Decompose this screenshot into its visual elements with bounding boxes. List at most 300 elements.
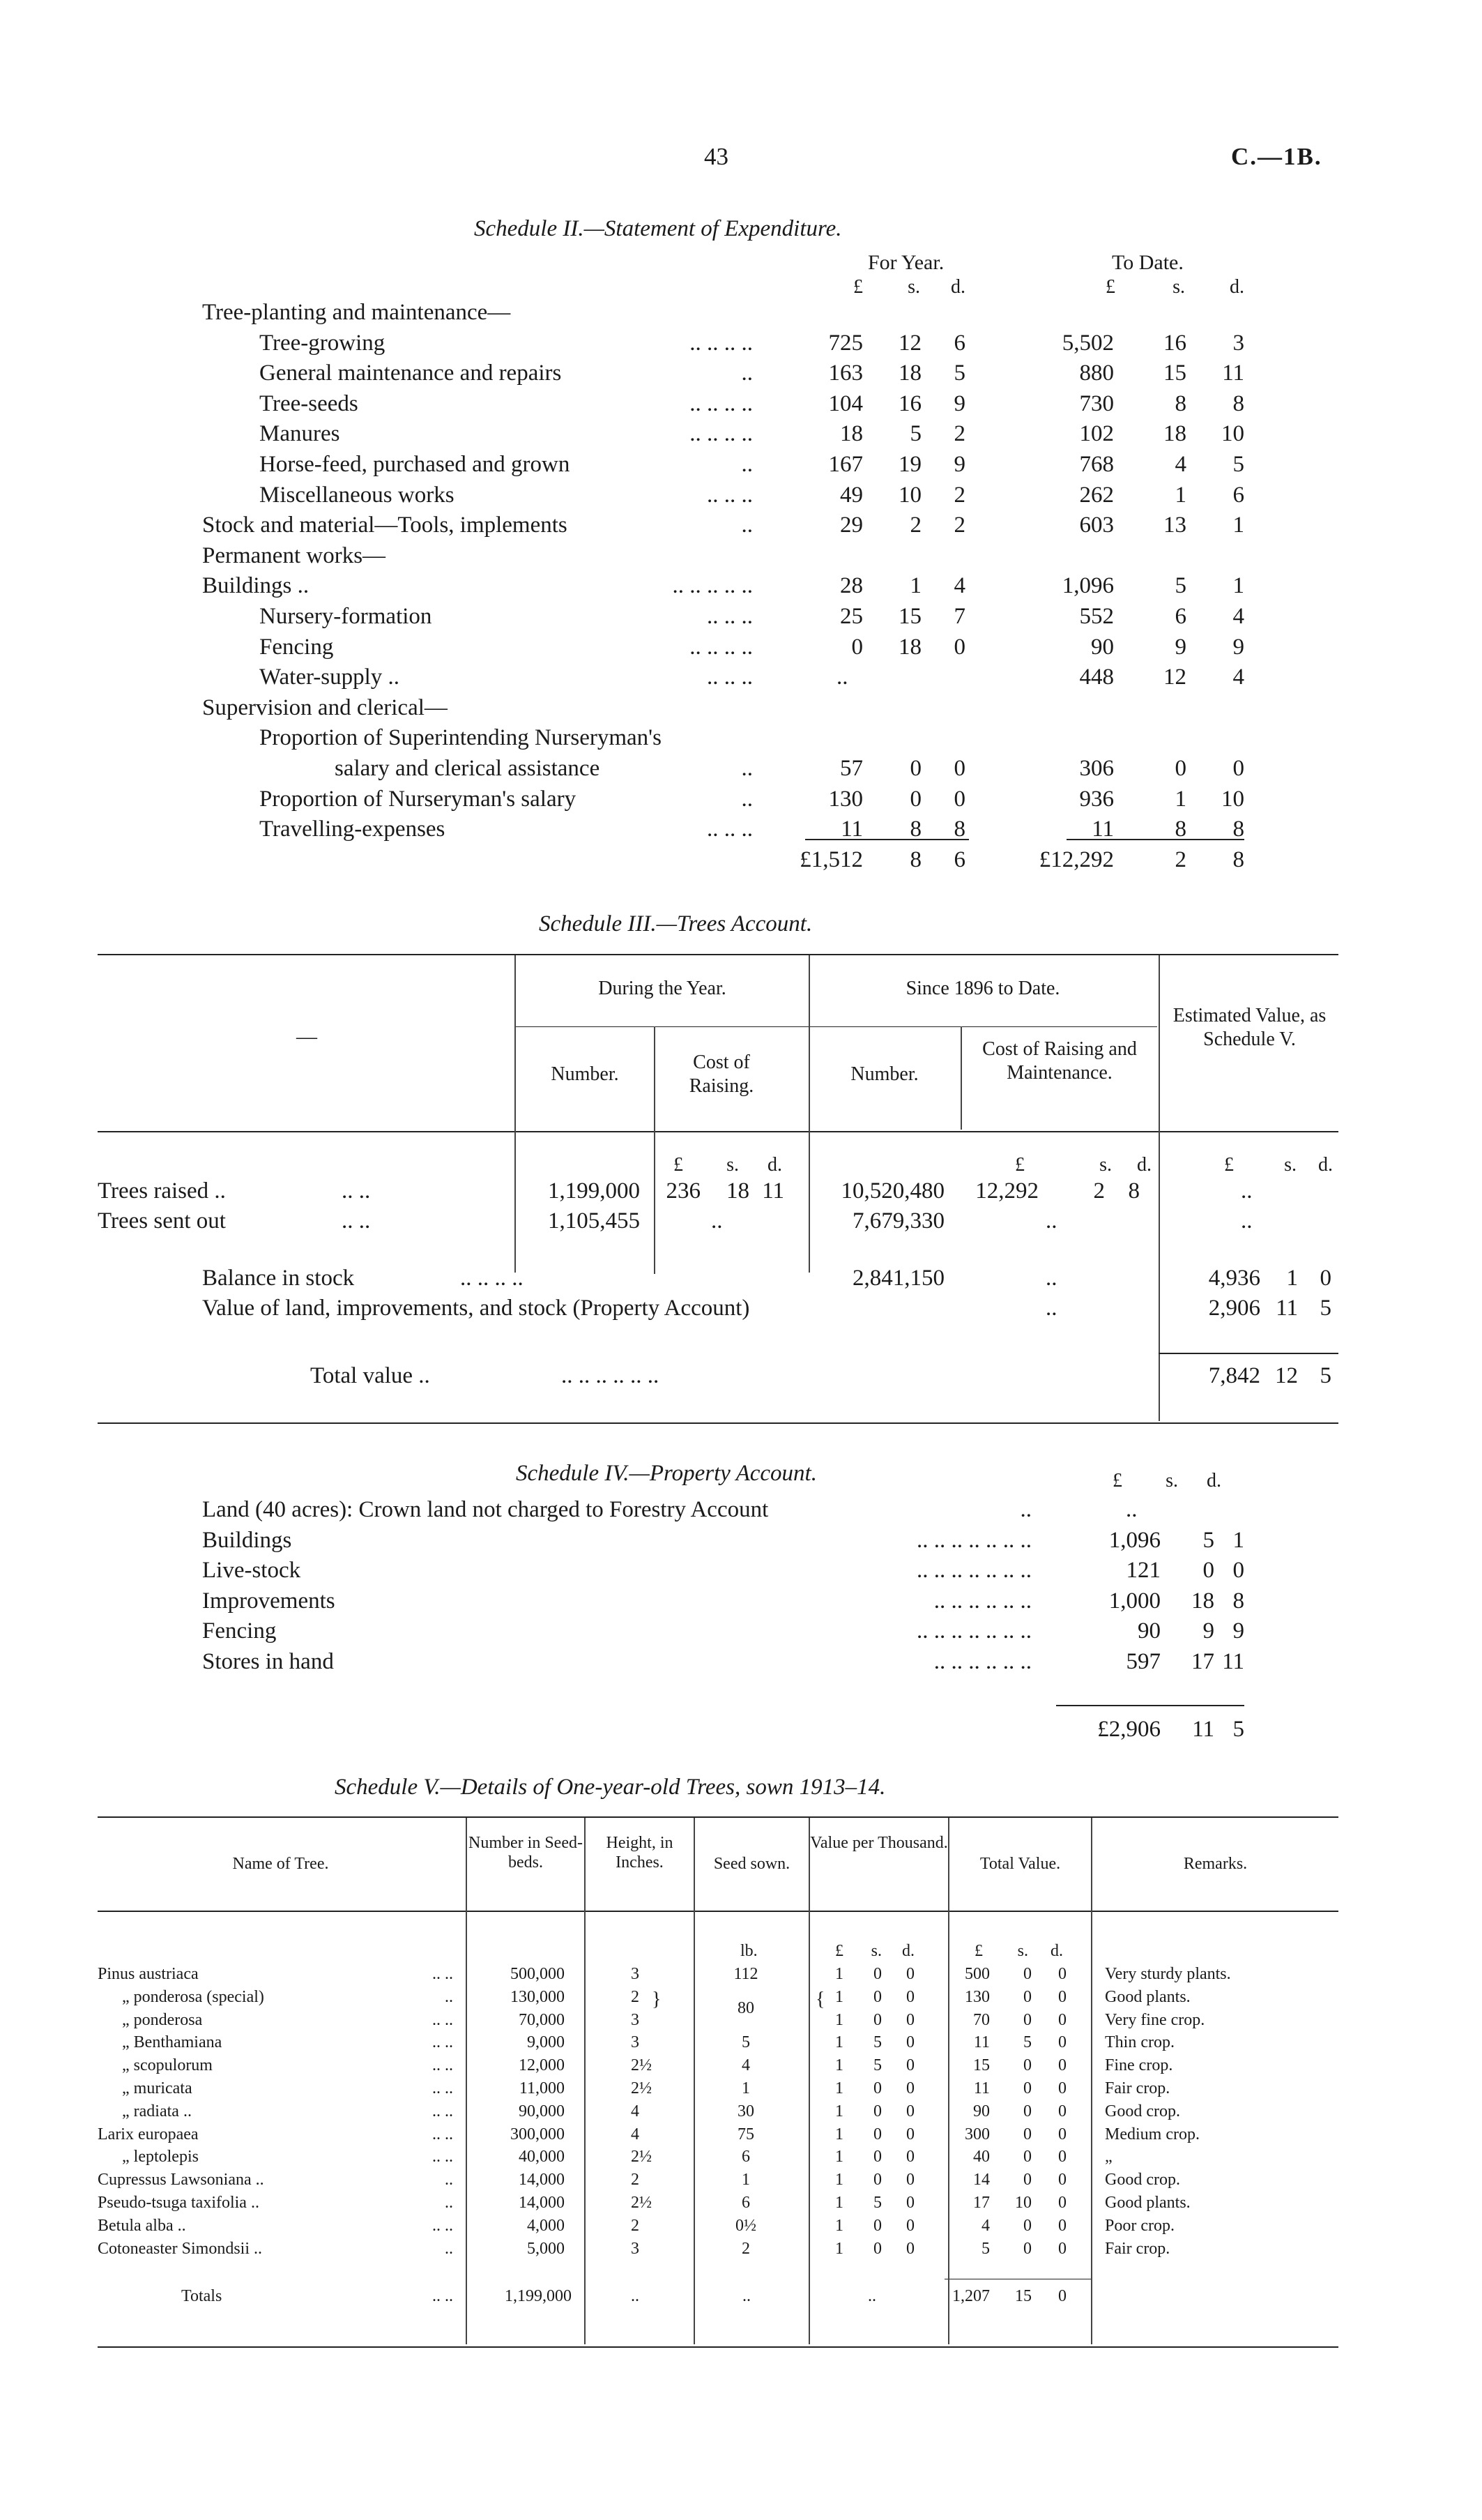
s4-row-leader: .. .. .. .. .. .. .. <box>917 1558 1032 1583</box>
s2-total-year-pence: 6 <box>954 847 965 872</box>
s5-leader: .. .. <box>432 2079 453 2097</box>
s2-row-leader: .. .. .. .. .. <box>672 573 753 599</box>
s2-currency-units <box>0 276 1482 300</box>
s5-total-pounds: 4 <box>981 2216 990 2235</box>
s5-value-pence: 0 <box>906 1965 915 1983</box>
s2-unit-date-pounds: £ <box>1106 276 1115 298</box>
s4-row-label: Land (40 acres): Crown land not charged to Forestry Account <box>202 1497 769 1522</box>
s5-value-pence: 0 <box>906 2125 915 2143</box>
s3-cost-2-pence: 8 <box>1128 1178 1140 1204</box>
s5-number: 130,000 <box>510 1987 565 2006</box>
s5-value-pounds: 1 <box>835 2125 843 2143</box>
s2-row-label: Supervision and clerical— <box>202 694 448 720</box>
s2-year-shillings: 5 <box>910 421 922 447</box>
s4-row-leader: .. .. .. .. .. .. <box>933 1648 1032 1674</box>
s3-subheader-rule <box>516 1026 1157 1027</box>
s3-row-leader: .. .. <box>342 1178 371 1204</box>
s2-year-shillings: 19 <box>899 452 922 477</box>
s5-top-rule <box>98 1816 1338 1818</box>
s2-row-label: Tree-planting and maintenance— <box>202 300 511 325</box>
s5-value-shillings: 5 <box>873 2194 882 2212</box>
s3-head-number-2: Number. <box>850 1063 919 1085</box>
s2-unit-year-pounds: £ <box>853 276 863 298</box>
s5-value-pounds: 1 <box>835 2216 843 2235</box>
s5-remarks: Very fine crop. <box>1105 2010 1205 2029</box>
s2-date-shillings: 8 <box>1175 817 1186 842</box>
s5-total-pence: 0 <box>1058 2033 1067 2052</box>
s5-value-shillings: 0 <box>873 2079 882 2097</box>
s2-year-pounds: 18 <box>840 421 863 447</box>
s2-total-date-shillings: 2 <box>1175 847 1186 872</box>
s2-date-pence: 5 <box>1232 452 1244 477</box>
s5-leader: .. .. <box>432 2216 453 2235</box>
s4-value-pounds: 90 <box>1138 1618 1161 1644</box>
s4-total-rule <box>1056 1705 1244 1706</box>
s2-date-pounds: 768 <box>1079 452 1114 477</box>
s2-row-leader: .. .. .. <box>707 604 753 629</box>
s2-year-shillings: 15 <box>899 604 922 629</box>
s5-name: „ leptolepis <box>122 2148 199 2166</box>
s5-number: 4,000 <box>527 2216 565 2235</box>
s5-leader: .. .. <box>432 2056 453 2075</box>
s2-row-leader: .. <box>741 756 753 781</box>
s5-value-pence: 0 <box>906 2102 915 2120</box>
s3-head-since-1896: Since 1896 to Date. <box>906 978 1060 999</box>
s4-value-pence: 9 <box>1232 1618 1244 1644</box>
s5-seed: 6 <box>742 2194 750 2212</box>
s5-unit-value-pence: d. <box>902 1942 915 1960</box>
s5-height: 2½ <box>631 2056 652 2075</box>
s5-total-shillings: 0 <box>1023 2171 1032 2189</box>
s3-unit-cost1-pence: d. <box>767 1154 782 1176</box>
s3-balance-estimate-pounds: 4,936 <box>1208 1266 1260 1291</box>
s5-remarks: Good plants. <box>1105 2194 1191 2212</box>
s2-date-pence: 1 <box>1232 513 1244 538</box>
s2-row-label: Manures <box>259 421 340 447</box>
s3-balance-cost-empty: .. <box>1046 1266 1057 1291</box>
s5-name: Cotoneaster Simondsii .. <box>98 2239 262 2258</box>
s5-height: 2½ <box>631 2079 652 2097</box>
s4-unit-pounds: £ <box>1113 1470 1122 1491</box>
s2-year-pence: 9 <box>954 390 965 416</box>
s5-name: „ Benthamiana <box>122 2033 222 2052</box>
s5-totals-seed: .. <box>742 2287 751 2305</box>
s5-head-seed: Seed sown. <box>713 1855 790 1873</box>
s2-year-pence: 0 <box>954 786 965 812</box>
s2-date-pounds: 1,096 <box>1062 573 1114 599</box>
s2-unit-date-pence: d. <box>1230 276 1244 298</box>
s5-value-pence: 0 <box>906 2194 915 2212</box>
s2-year-shillings: 0 <box>910 756 922 781</box>
s5-total-pounds: 300 <box>965 2125 990 2143</box>
s5-total-pounds: 11 <box>973 2079 990 2097</box>
s5-leader: .. <box>445 2194 453 2212</box>
s2-total-year-shillings: 8 <box>910 847 922 872</box>
s3-number: 1,105,455 <box>548 1208 640 1234</box>
s2-year-shillings: 16 <box>899 390 922 416</box>
s5-height: 4 <box>631 2125 639 2143</box>
s4-value-pence: 8 <box>1232 1588 1244 1614</box>
s2-year-pounds: 725 <box>828 330 863 356</box>
s5-height: 2 <box>631 2216 639 2235</box>
s5-value-shillings: 0 <box>873 2010 882 2029</box>
s2-date-pence: 10 <box>1221 421 1244 447</box>
s3-total-estimate-pence: 5 <box>1320 1363 1331 1388</box>
s5-total-shillings: 0 <box>1023 2125 1032 2143</box>
s2-date-shillings: 9 <box>1175 634 1186 660</box>
s5-totals-height: .. <box>631 2287 639 2305</box>
s5-bottom-rule <box>98 2346 1338 2348</box>
s2-date-pounds: 306 <box>1079 756 1114 781</box>
s5-value-shillings: 0 <box>873 2148 882 2166</box>
s5-total-pounds: 15 <box>973 2056 990 2075</box>
s2-row-label: Tree-seeds <box>259 390 358 416</box>
s5-totals-value: .. <box>868 2287 876 2305</box>
s5-seed: 30 <box>738 2102 754 2120</box>
s5-value-pence: 0 <box>906 2033 915 2052</box>
s2-row-label: Permanent works— <box>202 542 386 568</box>
s3-estimate-empty: .. <box>1241 1208 1253 1234</box>
s2-row-label: General maintenance and repairs <box>259 360 562 386</box>
s3-unit-cost2-pence: d. <box>1137 1154 1152 1176</box>
s2-date-shillings: 4 <box>1175 452 1186 477</box>
s4-value-pence: 1 <box>1232 1527 1244 1553</box>
s5-value-pounds: 1 <box>835 2033 843 2052</box>
s5-leader: .. <box>445 1987 453 2006</box>
s5-number: 14,000 <box>519 2171 565 2189</box>
s4-row-leader: .. .. .. .. .. .. <box>933 1588 1032 1614</box>
s2-date-pence: 6 <box>1232 482 1244 508</box>
s2-row-leader: .. .. .. .. <box>689 330 753 356</box>
s5-total-shillings: 0 <box>1023 2216 1032 2235</box>
s2-row-label: Miscellaneous works <box>259 482 454 508</box>
s3-row-label: Trees sent out <box>98 1208 226 1234</box>
s3-land-cost-empty: .. <box>1046 1296 1057 1321</box>
s2-row-leader: .. .. .. <box>707 817 753 842</box>
s5-unit-total-pence: d. <box>1051 1942 1063 1960</box>
s5-total-pence: 0 <box>1058 1987 1067 2006</box>
s3-row-label: Trees raised .. <box>98 1178 226 1204</box>
s5-total-pounds: 500 <box>965 1965 990 1983</box>
s5-remarks: Medium crop. <box>1105 2125 1200 2143</box>
s3-cost-empty: .. <box>711 1208 723 1234</box>
s5-head-number: Number in Seed-beds. <box>468 1834 583 1872</box>
s4-row-label: Fencing <box>202 1618 277 1644</box>
s2-year-pence: 9 <box>954 452 965 477</box>
s2-total-year-pounds: £1,512 <box>800 847 863 872</box>
s2-date-pounds: 90 <box>1091 634 1114 660</box>
s2-date-pounds: 11 <box>1092 817 1114 842</box>
s4-value-pence: 11 <box>1222 1648 1244 1674</box>
s5-total-shillings: 0 <box>1023 1965 1032 1983</box>
s5-total-pence: 0 <box>1058 2216 1067 2235</box>
s5-seed: 75 <box>738 2125 754 2143</box>
s5-totals-total-pounds: 1,207 <box>952 2287 990 2305</box>
s2-year-shillings: 2 <box>910 513 922 538</box>
s2-date-shillings: 16 <box>1163 330 1186 356</box>
s5-total-pounds: 14 <box>973 2171 990 2189</box>
s5-name: Pinus austriaca <box>98 1965 199 1983</box>
s5-height: 4 <box>631 2102 639 2120</box>
s4-unit-shillings: s. <box>1166 1470 1178 1491</box>
s3-divider <box>1159 955 1160 1421</box>
s3-number-2: 10,520,480 <box>841 1178 945 1204</box>
s5-value-pounds: 1 <box>835 2056 843 2075</box>
s5-leader: .. <box>445 2239 453 2258</box>
s2-year-pounds: 49 <box>840 482 863 508</box>
s2-row-label: Buildings .. <box>202 573 310 599</box>
s2-year-pence: 2 <box>954 482 965 508</box>
s4-value-shillings: 5 <box>1202 1527 1214 1553</box>
s3-unit-est-pence: d. <box>1318 1154 1333 1176</box>
s2-date-shillings: 1 <box>1175 786 1186 812</box>
s5-total-pounds: 70 <box>973 2010 990 2029</box>
s5-brace: } <box>652 1989 662 2010</box>
s5-seed: 1 <box>742 2079 750 2097</box>
s5-unit-total-pounds: £ <box>975 1942 983 1960</box>
s3-cost-pence: 11 <box>762 1178 784 1204</box>
s5-remarks: Good crop. <box>1105 2171 1180 2189</box>
s2-date-pence: 11 <box>1222 360 1244 386</box>
s5-seed: 6 <box>742 2148 750 2166</box>
s2-row-leader: .. .. .. .. <box>689 421 753 447</box>
s2-date-pounds: 936 <box>1079 786 1114 812</box>
s3-balance-leader: .. .. .. .. <box>460 1266 524 1291</box>
s2-date-pence: 8 <box>1232 817 1244 842</box>
s5-leader: .. .. <box>432 2102 453 2120</box>
s3-total-estimate-pounds: 7,842 <box>1208 1363 1260 1388</box>
s5-name: „ radiata .. <box>122 2102 192 2120</box>
s2-total-date-pounds: £12,292 <box>1039 847 1114 872</box>
s5-number: 300,000 <box>510 2125 565 2143</box>
s2-date-shillings: 6 <box>1175 604 1186 629</box>
s4-row-leader: .. .. .. .. .. .. .. <box>917 1527 1032 1553</box>
s2-total-date-pence: 8 <box>1232 847 1244 872</box>
s5-total-shillings: 0 <box>1023 2079 1032 2097</box>
s4-total-pounds: £2,906 <box>1097 1717 1161 1742</box>
s5-height: 3 <box>631 2033 639 2052</box>
s5-number: 90,000 <box>519 2102 565 2120</box>
s5-total-pounds: 130 <box>965 1987 990 2006</box>
s5-totals-total-shillings: 15 <box>1015 2287 1032 2305</box>
s5-value-pence: 0 <box>906 2171 915 2189</box>
s5-total-pence: 0 <box>1058 2171 1067 2189</box>
s5-leader: .. <box>445 2171 453 2189</box>
s5-total-pounds: 5 <box>981 2239 990 2258</box>
s5-number: 9,000 <box>527 2033 565 2052</box>
s2-year-pounds: 130 <box>828 786 863 812</box>
s2-date-shillings: 13 <box>1163 513 1186 538</box>
s2-unit-date-shillings: s. <box>1172 276 1185 298</box>
s2-date-pence: 8 <box>1232 390 1244 416</box>
s2-year-pence: 0 <box>954 756 965 781</box>
s2-total-rule-date <box>1067 839 1244 840</box>
s2-year-pounds: 11 <box>841 817 863 842</box>
s3-cost-pounds: 236 <box>666 1178 701 1204</box>
s3-cost-shillings: 18 <box>726 1178 749 1204</box>
s2-year-pence: 6 <box>954 330 965 356</box>
s2-year-shillings: 12 <box>899 330 922 356</box>
s2-date-pence: 10 <box>1221 786 1244 812</box>
s5-height: 3 <box>631 1965 639 1983</box>
s2-date-shillings: 0 <box>1175 756 1186 781</box>
s2-col-for-year: For Year. <box>868 251 945 274</box>
s3-land-estimate-shillings: 11 <box>1276 1296 1298 1321</box>
s2-date-shillings: 18 <box>1163 421 1186 447</box>
s2-col-to-date: To Date. <box>1112 251 1184 274</box>
s3-balance-estimate-pence: 0 <box>1320 1266 1331 1291</box>
s5-head-value: Value per Thousand. <box>810 1834 948 1852</box>
s2-year-pounds: 29 <box>840 513 863 538</box>
s5-height: 2 <box>631 1987 639 2006</box>
s5-totals-leader: .. .. <box>432 2287 453 2305</box>
s5-total-shillings: 0 <box>1023 2239 1032 2258</box>
s2-row-label: Fencing <box>259 634 334 660</box>
s2-date-pounds: 262 <box>1079 482 1114 508</box>
s2-date-pence: 0 <box>1232 756 1244 781</box>
s3-unit-cost1-pounds: £ <box>673 1154 683 1176</box>
s2-year-pounds: 167 <box>828 452 863 477</box>
s2-year-pounds: 25 <box>840 604 863 629</box>
s5-remarks: Good plants. <box>1105 1987 1191 2006</box>
s3-unit-est-pounds: £ <box>1224 1154 1234 1176</box>
s5-height: 3 <box>631 2239 639 2258</box>
s2-unit-year-pence: d. <box>951 276 965 298</box>
s5-value-pounds: 1 <box>835 2194 843 2212</box>
s2-row-leader: .. <box>741 513 753 538</box>
s5-total-pence: 0 <box>1058 2125 1067 2143</box>
s2-row-label: Proportion of Superintending Nurseryman's <box>259 725 662 751</box>
s4-unit-pence: d. <box>1207 1470 1221 1491</box>
s5-totals-label: Totals <box>181 2287 222 2305</box>
s2-unit-year-shillings: s. <box>908 276 920 298</box>
s5-name: Cupressus Lawsoniana .. <box>98 2171 264 2189</box>
s3-cost-2-pounds: 12,292 <box>975 1178 1039 1204</box>
s3-land-label: Value of land, improvements, and stock (Property Account) <box>202 1296 750 1321</box>
s2-date-pence: 9 <box>1232 634 1244 660</box>
s2-date-shillings: 12 <box>1163 665 1186 690</box>
s5-value-shillings: 0 <box>873 2171 882 2189</box>
s2-year-shillings: 10 <box>899 482 922 508</box>
s5-total-pence: 0 <box>1058 2239 1067 2258</box>
s5-total-pounds: 90 <box>973 2102 990 2120</box>
s2-row-label: Tree-growing <box>259 330 385 356</box>
s4-value-pounds: 597 <box>1126 1648 1161 1674</box>
s2-row-leader: .. <box>741 786 753 812</box>
s2-date-pence: 4 <box>1232 604 1244 629</box>
s5-leader: .. .. <box>432 2148 453 2166</box>
s3-row-leader: .. .. <box>342 1208 371 1234</box>
s5-value-pence: 0 <box>906 2079 915 2097</box>
s5-value-pounds: 1 <box>835 2079 843 2097</box>
s5-unit-total-shillings: s. <box>1017 1942 1028 1960</box>
s2-year-empty: .. <box>837 665 848 690</box>
s5-total-pounds: 40 <box>973 2148 990 2166</box>
s3-estimate-empty: .. <box>1241 1178 1253 1204</box>
s2-date-pounds: 552 <box>1079 604 1114 629</box>
page-number: 43 <box>704 143 728 170</box>
s2-year-shillings: 18 <box>899 360 922 386</box>
s5-total-pounds: 11 <box>973 2033 990 2052</box>
s3-divider <box>654 1026 655 1274</box>
s2-row-label: Horse-feed, purchased and grown <box>259 452 570 477</box>
s3-total-estimate-shillings: 12 <box>1275 1363 1298 1388</box>
s4-value-pence: 0 <box>1232 1558 1244 1583</box>
s5-total-pounds: 17 <box>973 2194 990 2212</box>
s5-total-pence: 0 <box>1058 1965 1067 1983</box>
s5-total-pence: 0 <box>1058 2148 1067 2166</box>
s5-value-pounds: 1 <box>835 2239 843 2258</box>
s2-year-pounds: 28 <box>840 573 863 599</box>
s2-row-label: salary and clerical assistance <box>335 756 600 781</box>
s5-height: 2 <box>631 2171 639 2189</box>
s2-date-pence: 1 <box>1232 573 1244 599</box>
s5-value-shillings: 5 <box>873 2056 882 2075</box>
s5-value-pounds: 1 <box>835 2148 843 2166</box>
s5-value-shillings: 0 <box>873 2102 882 2120</box>
s5-total-shillings: 0 <box>1023 2148 1032 2166</box>
s2-row-label: Water-supply .. <box>259 665 400 690</box>
s5-divider <box>694 1818 695 2344</box>
s5-name: Larix europaea <box>98 2125 199 2143</box>
s5-value-shillings: 5 <box>873 2033 882 2052</box>
s3-balance-number: 2,841,150 <box>853 1266 945 1291</box>
s5-number: 40,000 <box>519 2148 565 2166</box>
s5-total-shillings: 5 <box>1023 2033 1032 2052</box>
s5-value-shillings: 0 <box>873 2239 882 2258</box>
s2-year-pence: 4 <box>954 573 965 599</box>
document-reference: C.—1B. <box>1231 143 1322 170</box>
s3-unit-cost1-shillings: s. <box>726 1154 739 1176</box>
s5-remarks: Poor crop. <box>1105 2216 1175 2235</box>
s3-total-leader: .. .. .. .. .. .. <box>561 1363 659 1388</box>
schedule-4-title: Schedule IV.—Property Account. <box>516 1461 817 1486</box>
schedule-2-title: Schedule II.—Statement of Expenditure. <box>474 216 842 241</box>
s2-total-rule-year <box>805 839 969 840</box>
s5-leader: .. .. <box>432 1965 453 1983</box>
s4-value-pounds: 1,000 <box>1108 1588 1161 1614</box>
s5-leader: .. .. <box>432 2125 453 2143</box>
s5-value-shillings: 0 <box>873 1987 882 2006</box>
s2-date-pounds: 102 <box>1079 421 1114 447</box>
s2-year-pounds: 0 <box>851 634 863 660</box>
s2-row-label: Proportion of Nurseryman's salary <box>259 786 576 812</box>
s5-head-height: Height, in Inches. <box>606 1834 673 1872</box>
s2-row-label: Nursery-formation <box>259 604 432 629</box>
s5-total-shillings: 0 <box>1023 2102 1032 2120</box>
s4-total-pence: 5 <box>1232 1717 1244 1742</box>
s3-unit-cost2-pounds: £ <box>1015 1154 1025 1176</box>
s5-total-pence: 0 <box>1058 2102 1067 2120</box>
s5-total-shillings: 0 <box>1023 1987 1032 2006</box>
s4-row-leader: .. <box>1020 1497 1032 1522</box>
s3-cost-2-shillings: 2 <box>1093 1178 1105 1204</box>
s3-total-label: Total value .. <box>310 1363 430 1388</box>
s5-unit-value-pounds: £ <box>835 1942 843 1960</box>
s5-value-pounds: 1 <box>835 1987 843 2006</box>
s5-value-pence: 0 <box>906 2010 915 2029</box>
s3-cost-2-empty: .. <box>1046 1208 1057 1234</box>
s5-name: „ scopulorum <box>122 2056 213 2075</box>
s2-row-label: Travelling-expenses <box>259 817 445 842</box>
s5-value-pence: 0 <box>906 2239 915 2258</box>
s5-leader: .. .. <box>432 2010 453 2029</box>
s4-value-pounds: 1,096 <box>1108 1527 1161 1553</box>
s5-remarks: Thin crop. <box>1105 2033 1175 2052</box>
s5-value-pounds: 1 <box>835 2102 843 2120</box>
s5-total-shillings: 0 <box>1023 2010 1032 2029</box>
schedule-5-title: Schedule V.—Details of One-year-old Trees, sown 1913–14. <box>335 1775 886 1800</box>
